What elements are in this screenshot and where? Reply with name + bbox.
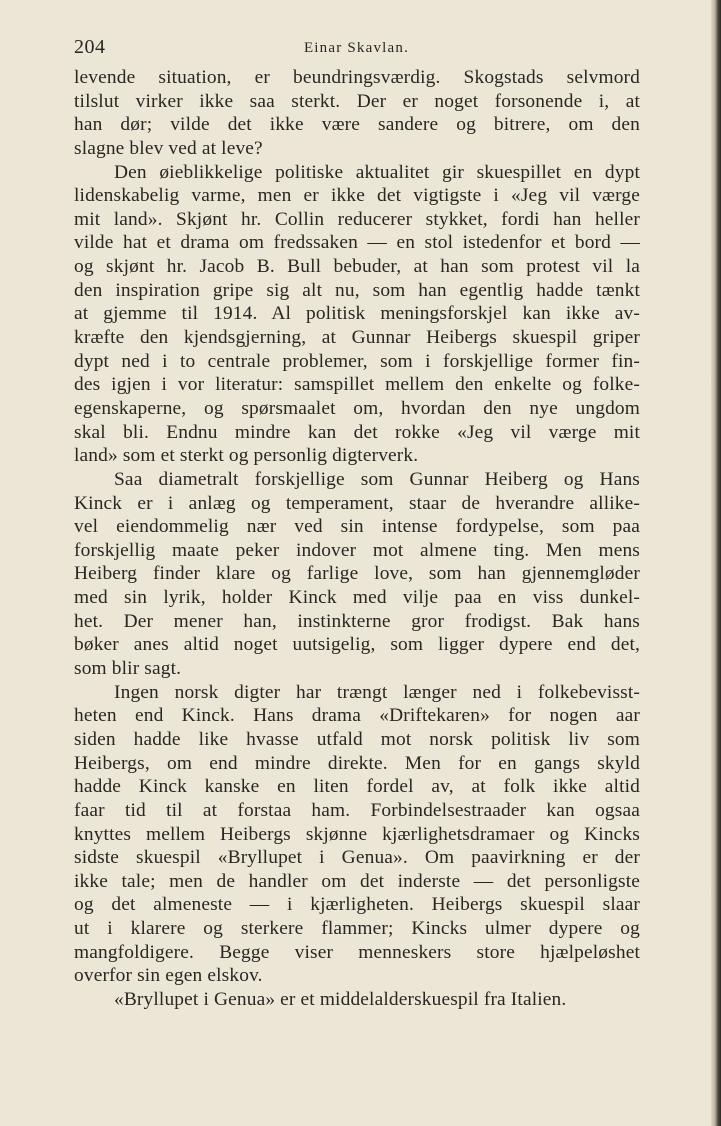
text-line: egenskaperne, og spørsmaalet om, hvordan den nye ungdom: [74, 397, 640, 419]
running-head: Einar Skavlan.: [303, 40, 410, 56]
text-line: dypt ned i to centrale problemer, som i forskjellige former fin-: [74, 350, 640, 372]
text-line: faar tid til at forstaa ham. Forbindelsestraader kan ogsaa: [74, 799, 640, 821]
text-line: Heiberg finder klare og farlige love, som han gjennemgløder: [74, 563, 640, 585]
text-line: som blir sagt.: [74, 658, 182, 680]
text-line: land» som et sterkt og personlig digterverk.: [74, 445, 419, 467]
body-text: [74, 66, 640, 1012]
text-line: des igjen i vor literatur: samspillet mellem den enkelte og folke-: [74, 374, 640, 396]
text-line: den inspiration gripe sig alt nu, som han egentlig hadde tænkt: [74, 279, 640, 301]
text-line: bøker anes altid noget uutsigelig, som ligger dypere end det,: [74, 634, 640, 656]
text-line: kræfte den kjendsgjerning, at Gunnar Heibergs skuespil griper: [74, 327, 640, 349]
text-line: slagne blev ved at leve?: [74, 137, 263, 159]
text-line: han dør; vilde det ikke være sandere og bitrere, om den: [74, 114, 640, 136]
text-line: het. Der mener han, instinkterne gror frodigst. Bak hans: [74, 610, 640, 632]
text-line: «Bryllupet i Genua» er et middelalderskuespil fra Italien.: [114, 988, 567, 1010]
text-line: mangfoldigere. Begge viser menneskers store hjælpeløshet: [74, 941, 640, 963]
text-line: Heibergs, om end mindre direkte. Men for en gangs skyld: [74, 752, 640, 774]
text-line: med sin lyrik, holder Kinck med vilje paa en viss dunkel-: [74, 587, 640, 609]
text-line: og det almeneste — i kjærligheten. Heibergs skuespil slaar: [74, 894, 640, 916]
text-line: Ingen norsk digter har trængt længer ned i folkebevisst-: [114, 681, 640, 703]
text-line: Saa diametralt forskjellige som Gunnar Heiberg og Hans: [114, 468, 640, 490]
text-line: tilslut virker ikke saa sterkt. Der er noget forsonende i, at: [74, 90, 640, 112]
text-line: vel eiendommelig nær ved sin intense fordypelse, som paa: [74, 516, 640, 538]
text-line: levende situation, er beundringsværdig. Skogstads selvmord: [74, 67, 640, 88]
text-line: hadde Kinck kanske en liten fordel av, at folk ikke altid: [74, 776, 640, 798]
text-line: og skjønt hr. Jacob B. Bull bebuder, at han som protest vil la: [74, 256, 640, 278]
page-number: 204: [74, 36, 106, 58]
text-line: ut i klarere og sterkere flammer; Kincks ulmer dypere og: [74, 918, 640, 940]
text-line: lidenskabelig varme, men er ikke det vigtigste i «Jeg vil værge: [74, 185, 640, 207]
text-line: skal bli. Endnu mindre kan det rokke «Jeg vil værge mit: [74, 421, 640, 443]
text-line: knyttes mellem Heibergs skjønne kjærlighetsdramaer og Kincks: [74, 823, 640, 845]
text-line: heten end Kinck. Hans drama «Driftekaren» for nogen aar: [74, 705, 640, 727]
page-edge: [711, 0, 721, 1126]
text-line: at gjemme til 1914. Al politisk meningsforskjel kan ikke av-: [74, 303, 640, 325]
text-line: mit land». Skjønt hr. Collin reducerer stykket, fordi han heller: [74, 208, 640, 230]
text-line: Den øieblikkelige politiske aktualitet gir skuespillet en dypt: [114, 161, 640, 183]
text-line: vilde hat et drama om fredssaken — en stol istedenfor et bord —: [74, 232, 640, 254]
text-line: Kinck er i anlæg og temperament, staar de hverandre allike-: [74, 492, 640, 514]
text-line: siden hadde like hvasse utfald mot norsk politisk liv som: [74, 728, 640, 750]
text-line: forskjellig maate peker indover mot almene ting. Men mens: [74, 539, 640, 561]
page-header: [74, 33, 639, 61]
text-line: overfor sin egen elskov.: [74, 965, 263, 987]
text-line: ikke tale; men de handler om det inderste — det personligste: [74, 870, 640, 892]
text-line: sidste skuespil «Bryllupet i Genua». Om paavirkning er der: [74, 847, 640, 869]
